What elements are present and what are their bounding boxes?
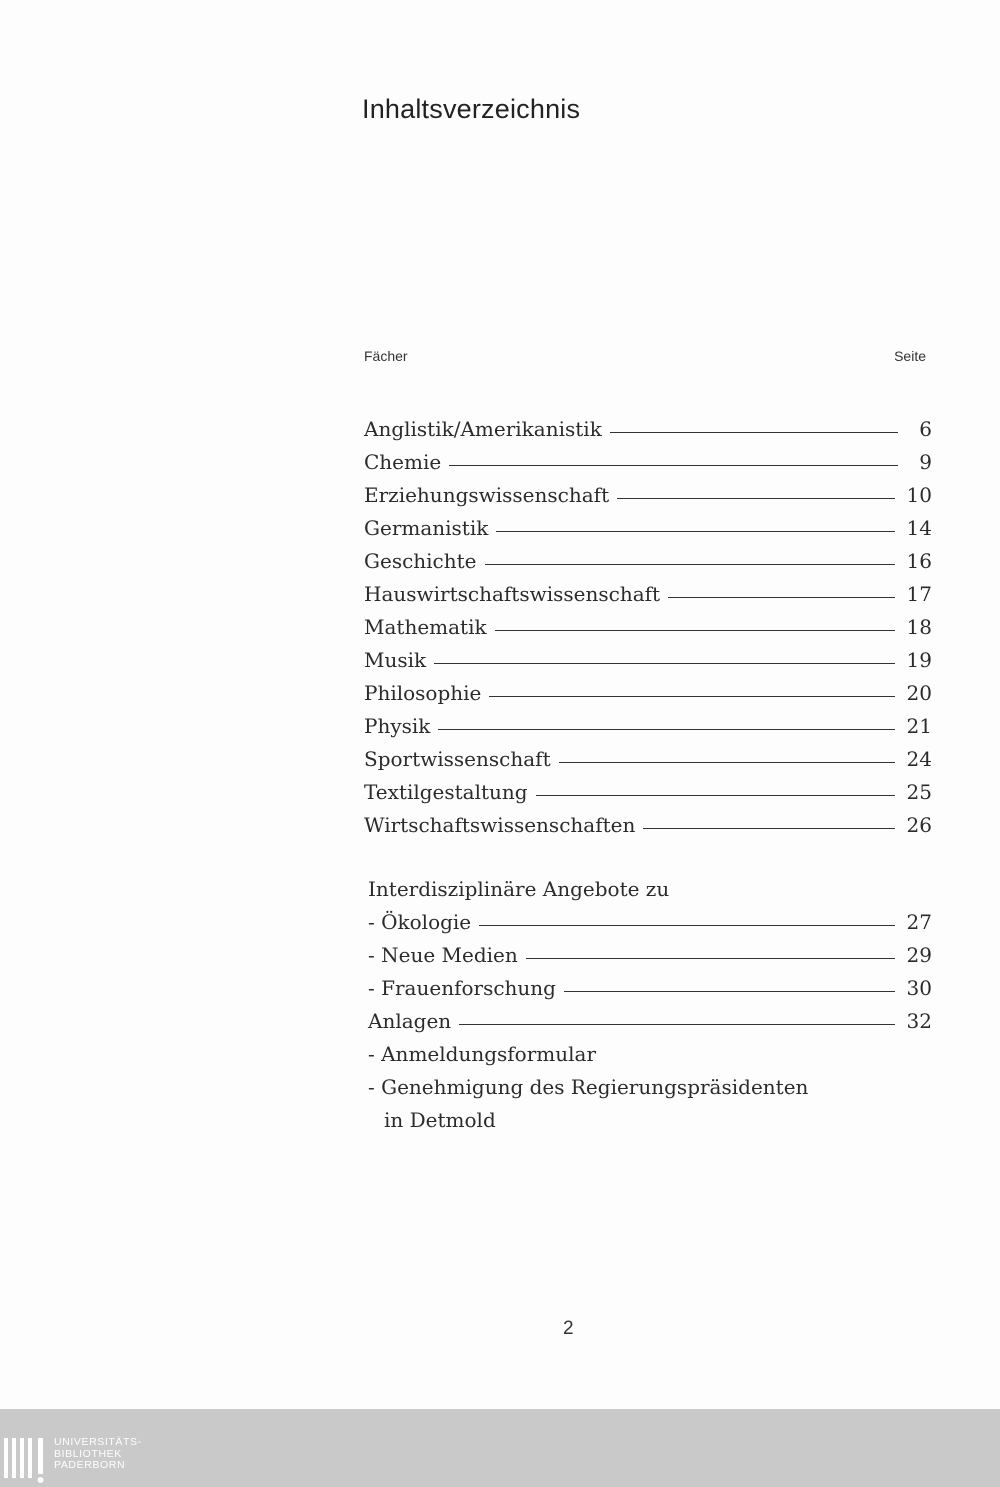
toc-entry-page: 32: [906, 1009, 932, 1033]
library-name-line3: PADERBORN: [54, 1459, 126, 1471]
toc-entry-label: Hauswirtschaftswissenschaft: [364, 582, 661, 606]
toc-entry: [364, 606, 932, 639]
toc-entry-page: 21: [906, 714, 932, 738]
toc-entry: [364, 408, 932, 441]
library-name: [54, 1437, 142, 1472]
toc-leader-line: [643, 828, 894, 829]
appendix-item-row: [368, 1099, 932, 1132]
toc-entry-label: - Frauenforschung: [368, 976, 556, 1000]
toc-entry-label: Wirtschaftswissenschaften: [364, 813, 636, 837]
page-number: 2: [563, 1318, 574, 1339]
toc-leader-line: [489, 696, 894, 697]
toc-entry-page: 16: [906, 549, 932, 573]
toc-entry-label: Erziehungswissenschaft: [364, 483, 610, 507]
toc-entry-page: 9: [919, 450, 932, 474]
appendix-item-row: [368, 1066, 932, 1099]
toc-leader-line: [495, 630, 895, 631]
appendix-item-row: [368, 1033, 932, 1066]
toc-entry-page: 10: [906, 483, 932, 507]
toc-entry: [364, 738, 932, 771]
toc-entry: [364, 441, 932, 474]
toc-entry-page: 25: [906, 780, 932, 804]
column-header-page: Seite: [894, 348, 926, 364]
interdisciplinary-heading-row: [368, 868, 932, 901]
toc-leader-line: [610, 432, 898, 433]
toc-entry-label: Textilgestaltung: [364, 780, 528, 804]
toc-interdisciplinary-list: [368, 868, 932, 1132]
toc-entry: [364, 639, 932, 672]
toc-leader-line: [449, 465, 898, 466]
toc-entry: [364, 507, 932, 540]
toc-leader-line: [559, 762, 895, 763]
toc-entry-label: - Ökologie: [368, 910, 472, 934]
toc-entry-label: - Neue Medien: [368, 943, 518, 967]
toc-entry-label: Philosophie: [364, 681, 482, 705]
toc-leader-line: [479, 925, 894, 926]
toc-entry-label: Chemie: [364, 450, 442, 474]
toc-entry-label: Geschichte: [364, 549, 477, 573]
toc-entry-label: Physik: [364, 714, 431, 738]
toc-entry-page: 19: [906, 648, 932, 672]
appendix-item: - Anmeldungsformular: [368, 1042, 596, 1066]
toc-entry-page: 24: [906, 747, 932, 771]
toc-entry-page: 27: [906, 910, 932, 934]
toc-entry-label: Germanistik: [364, 516, 489, 540]
toc-entry-page: 30: [906, 976, 932, 1000]
toc-entry-page: 6: [919, 417, 932, 441]
toc-entry: [368, 934, 932, 967]
toc-leader-line: [564, 991, 895, 992]
library-name-line1: UNIVERSITÄTS-: [54, 1436, 142, 1448]
appendix-item: - Genehmigung des Regierungspräsidenten: [368, 1075, 809, 1099]
toc-leader-line: [485, 564, 895, 565]
toc-entry: [364, 474, 932, 507]
toc-leader-line: [617, 498, 894, 499]
toc-leader-line: [459, 1024, 894, 1025]
toc-entry: [364, 771, 932, 804]
toc-entry: [368, 901, 932, 934]
appendix-item-continuation: in Detmold: [384, 1108, 496, 1132]
toc-entry-page: 17: [906, 582, 932, 606]
column-header-subjects: Fächer: [364, 348, 408, 364]
toc-entry-label: Anglistik/Amerikanistik: [364, 417, 602, 441]
toc-entry-label: Musik: [364, 648, 427, 672]
library-footer-bar: [0, 1409, 1000, 1487]
toc-entry-label: Mathematik: [364, 615, 487, 639]
library-name-line2: BIBLIOTHEK: [54, 1447, 122, 1460]
toc-entry: [368, 1000, 932, 1033]
toc-entry-page: 20: [906, 681, 932, 705]
toc-entry-page: 14: [906, 516, 932, 540]
toc-leader-line: [668, 597, 894, 598]
library-logo-icon: [4, 1438, 48, 1484]
toc-entry-page: 18: [906, 615, 932, 639]
toc-entry-page: 29: [906, 943, 932, 967]
toc-entry: [364, 672, 932, 705]
toc-leader-line: [536, 795, 895, 796]
toc-leader-line: [434, 663, 894, 664]
toc-leader-line: [526, 958, 895, 959]
toc-entry: [364, 705, 932, 738]
toc-entry: [364, 540, 932, 573]
toc-entry-page: 26: [906, 813, 932, 837]
toc-leader-line: [496, 531, 894, 532]
toc-entry: [364, 804, 932, 837]
page-title: Inhaltsverzeichnis: [362, 94, 581, 124]
toc-entry: [364, 573, 932, 606]
toc-subjects-list: [364, 408, 932, 837]
toc-entry-label: Sportwissenschaft: [364, 747, 551, 771]
toc-entry-label: Anlagen: [368, 1009, 452, 1033]
toc-leader-line: [438, 729, 894, 730]
interdisciplinary-heading: Interdisziplinäre Angebote zu: [368, 877, 670, 901]
toc-entry: [368, 967, 932, 1000]
